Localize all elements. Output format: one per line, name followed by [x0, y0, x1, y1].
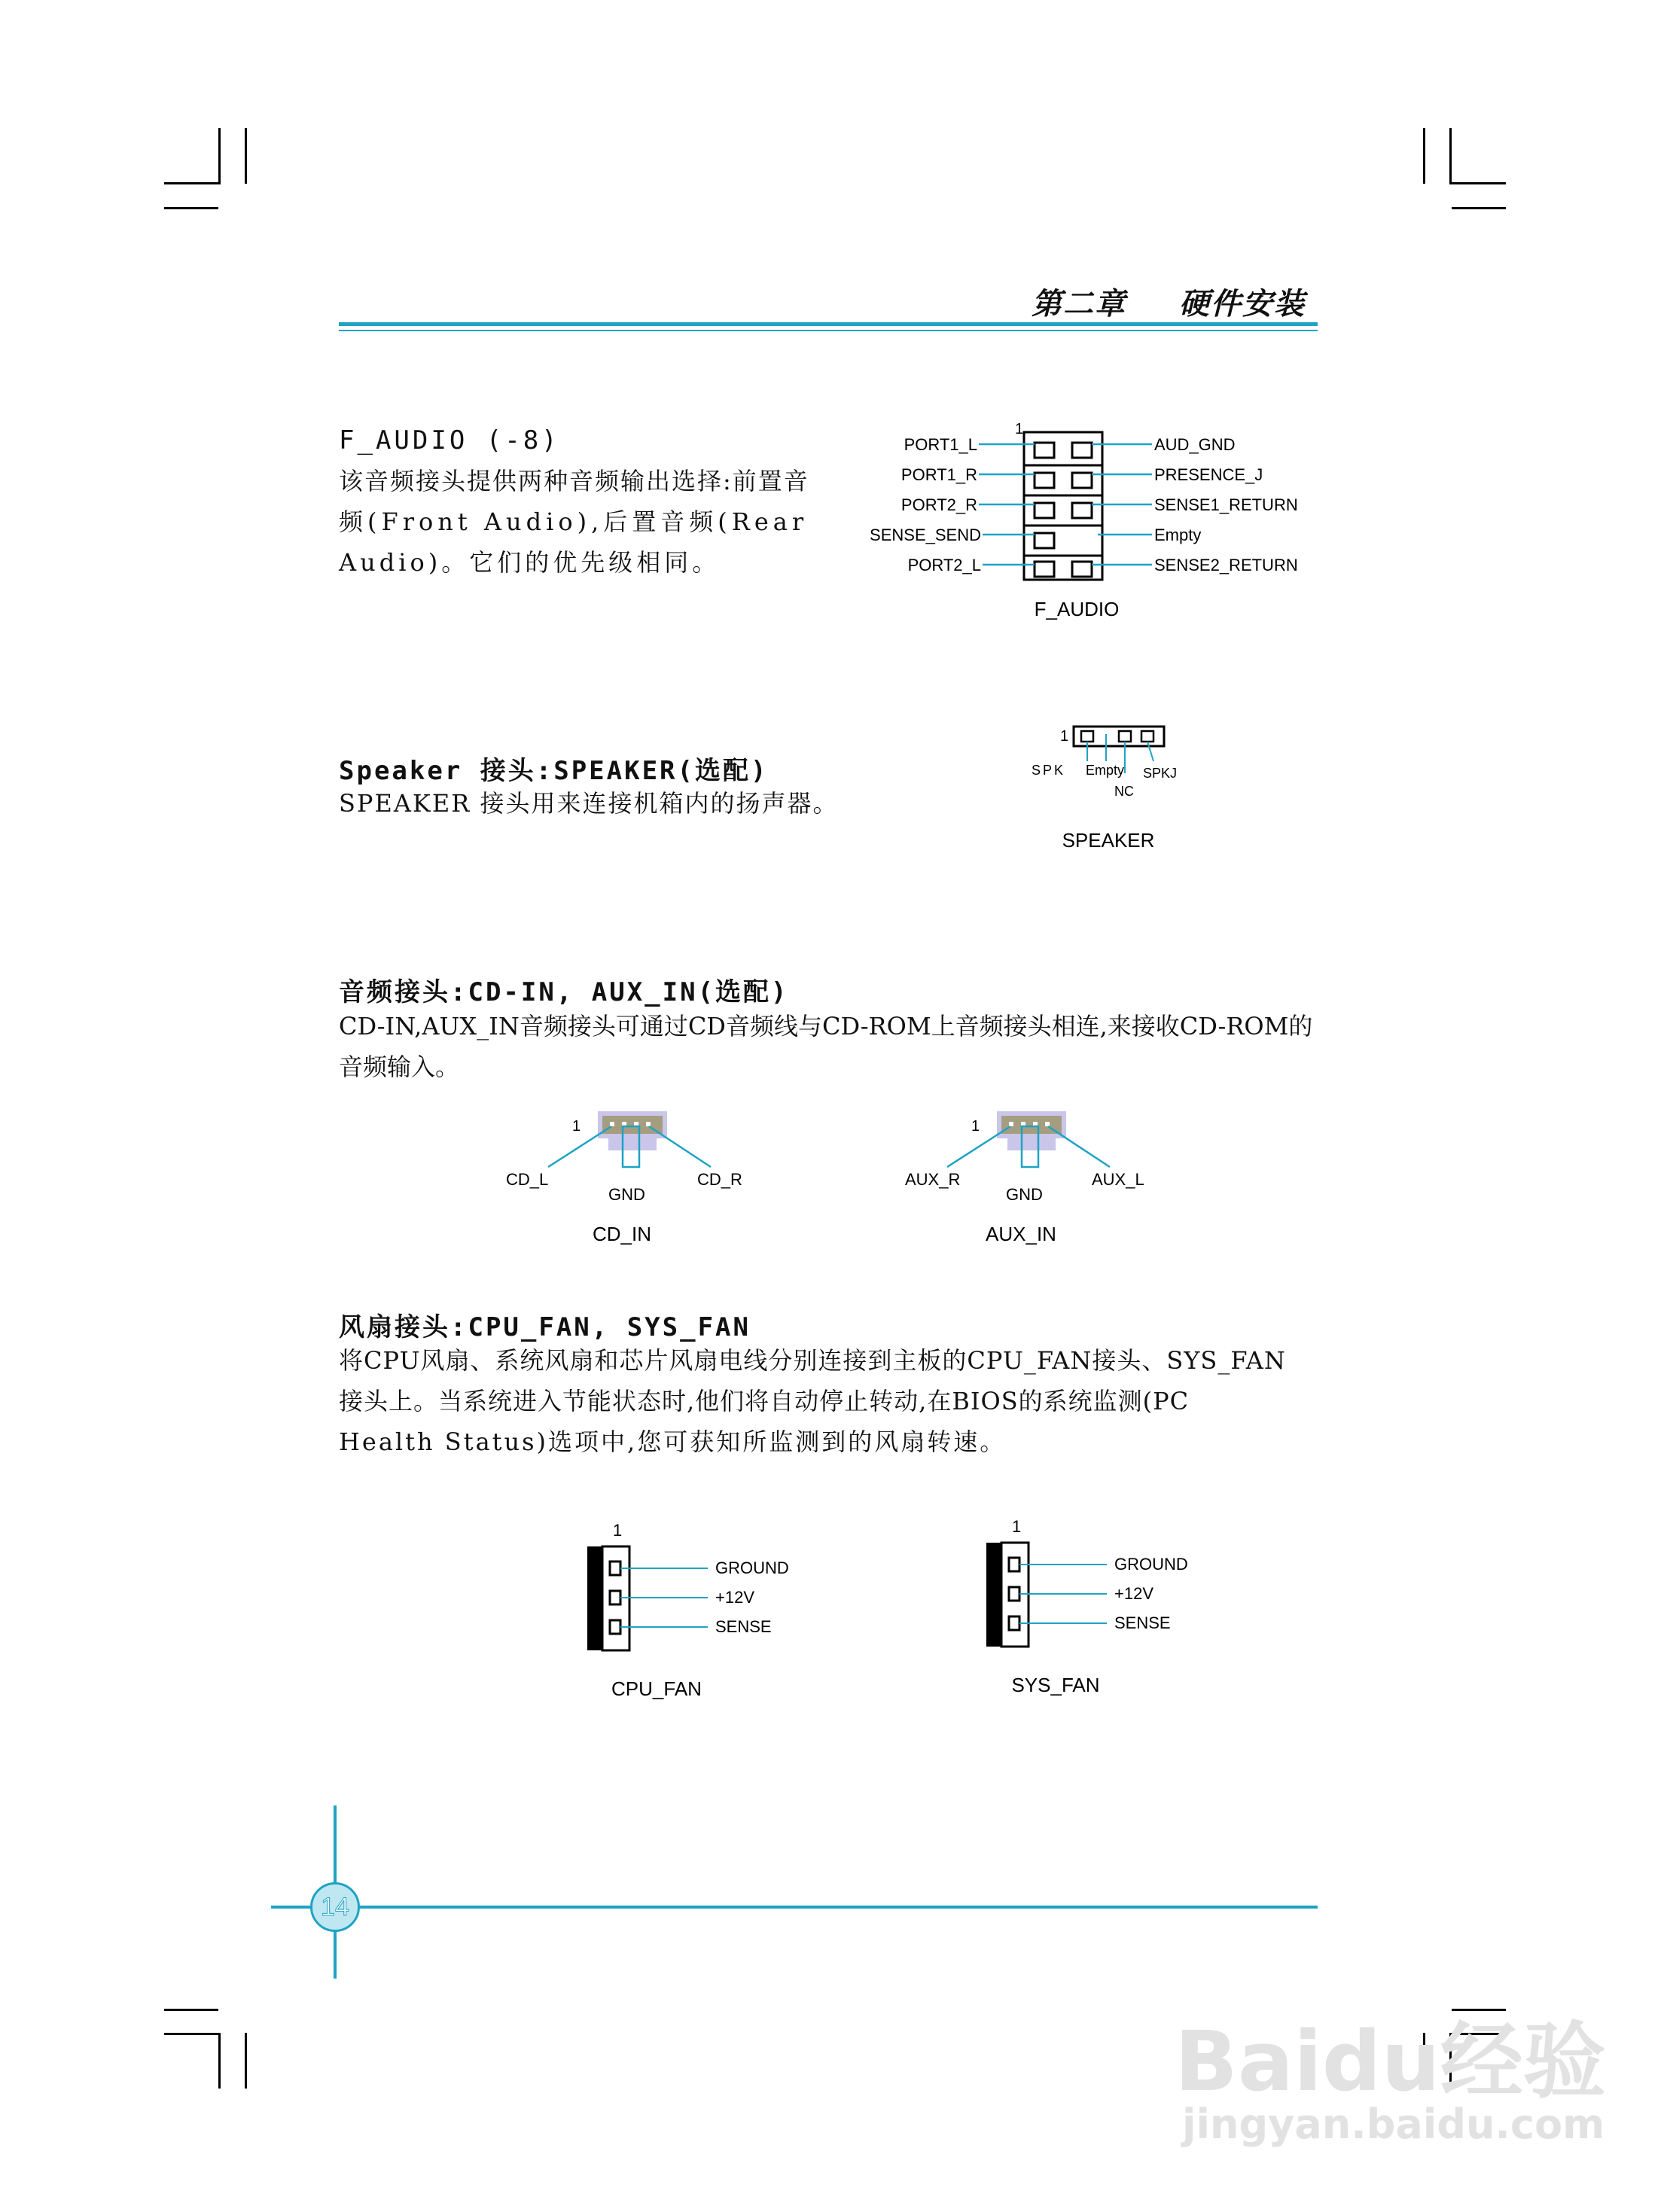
crop-mark	[1423, 128, 1425, 184]
text-line: CD-IN,AUX_IN音频接头可通过CD音频线与CD-ROM上音频接头相连,来接收CD-ROM的	[339, 1012, 1313, 1040]
header-rule	[339, 322, 1318, 326]
text-line: SPEAKER 接头用来连接机箱内的扬声器。	[339, 789, 839, 818]
pin-label: Empty	[1086, 763, 1125, 778]
page-number: 14	[310, 1882, 360, 1932]
header-body	[1024, 432, 1102, 580]
cd-aux-text	[339, 1006, 1333, 1087]
crop-mark	[164, 2033, 221, 2035]
pin-label: +12V	[715, 1588, 754, 1607]
pin-label-right: SENSE2_RETURN	[1154, 556, 1298, 574]
chapter-header	[1032, 280, 1306, 323]
text-line: 音频输入。	[339, 1053, 460, 1081]
text-line: 频(Front Audio),后置音频(Rear	[339, 507, 809, 536]
diagram-caption: CD_IN	[592, 1223, 652, 1245]
watermark-url: jingyan.baidu.com	[1182, 2101, 1605, 2148]
pin-label: NC	[1114, 784, 1134, 799]
crop-mark	[164, 207, 218, 209]
crop-mark	[1449, 128, 1452, 184]
text-line: Health Status)选项中,您可获知所监测到的风扇转速。	[339, 1427, 1007, 1456]
pin-label-left: PORT2_R	[901, 495, 977, 514]
cd-in-diagram	[497, 1107, 753, 1257]
pin-label: SPK	[1032, 763, 1066, 778]
leader-lines	[620, 1568, 708, 1627]
chapter-number: 第二章	[1032, 287, 1126, 321]
pin1-label: 1	[572, 1118, 581, 1135]
connector-outline	[608, 1137, 657, 1150]
f-audio-diagram	[851, 414, 1333, 632]
pin-label: AUX_L	[1092, 1170, 1144, 1189]
crop-mark	[245, 2033, 247, 2089]
pin-label: SENSE	[715, 1617, 772, 1636]
pin-label-right: AUD_GND	[1154, 435, 1236, 454]
diagram-caption: SPEAKER	[1062, 829, 1155, 852]
pin-label: CD_R	[697, 1170, 742, 1189]
pin-label-left: PORT1_R	[901, 465, 977, 484]
chapter-title: 硬件安装	[1179, 287, 1306, 321]
fan-text	[339, 1340, 1333, 1462]
text-line: 接头上。当系统进入节能状态时,他们将自动停止转动,在BIOS的系统监测(PC	[339, 1387, 1190, 1415]
header-shroud	[986, 1543, 1001, 1647]
pin-label: GROUND	[715, 1558, 789, 1577]
pin-label-right: Empty	[1154, 526, 1202, 544]
header-rule-thin	[339, 330, 1318, 331]
diagram-caption: AUX_IN	[986, 1223, 1056, 1245]
pin1-label: 1	[971, 1118, 980, 1135]
crop-mark	[164, 2009, 218, 2011]
speaker-text	[339, 783, 866, 824]
diagram-caption: F_AUDIO	[1034, 598, 1120, 620]
pin-label-left: PORT1_L	[904, 435, 977, 454]
speaker-diagram	[1024, 719, 1220, 862]
speaker-title: Speaker 接头:SPEAKER(选配)	[339, 756, 769, 786]
leader-lines	[1019, 1565, 1107, 1623]
crop-mark	[1452, 207, 1506, 209]
pin-label: GROUND	[1114, 1555, 1188, 1574]
header-shroud	[587, 1546, 602, 1650]
aux-in-diagram	[896, 1107, 1152, 1257]
pin-label: SENSE	[1114, 1613, 1171, 1632]
text-line: 该音频接头提供两种音频输出选择:前置音	[339, 467, 809, 495]
pin-label: +12V	[1114, 1584, 1153, 1603]
pin-label: AUX_R	[905, 1170, 961, 1189]
pin1-label: 1	[613, 1521, 623, 1540]
pin1-label: 1	[1060, 728, 1069, 745]
pin-label-right: SENSE1_RETURN	[1154, 495, 1298, 514]
f-audio-text	[339, 461, 836, 583]
pin-label: GND	[1006, 1185, 1043, 1204]
text-line: Audio)。它们的优先级相同。	[339, 548, 721, 577]
crop-mark	[245, 128, 247, 184]
pin-label-right: PRESENCE_J	[1154, 465, 1263, 484]
pin1-label: 1	[1015, 421, 1024, 437]
cpu-fan-diagram	[572, 1513, 813, 1709]
sys-fan-diagram	[971, 1510, 1212, 1705]
diagram-caption: SYS_FAN	[1011, 1674, 1100, 1696]
text-line: 将CPU风扇、系统风扇和芯片风扇电线分别连接到主板的CPU_FAN接头、SYS_FAN	[339, 1346, 1286, 1375]
f-audio-title: F_AUDIO (-8)	[339, 425, 560, 456]
pin-label: SPKJ	[1143, 766, 1178, 781]
watermark-brand: Baidu经验	[1175, 2013, 1606, 2110]
pin1-label: 1	[1012, 1517, 1022, 1536]
crop-mark	[1449, 182, 1506, 184]
crop-mark	[218, 128, 221, 184]
crop-mark	[164, 182, 221, 184]
diagram-caption: CPU_FAN	[611, 1677, 702, 1700]
cd-aux-title: 音频接头:CD-IN, AUX_IN(选配)	[339, 977, 789, 1007]
footer-rule	[271, 1906, 1318, 1909]
pin-label-left: PORT2_L	[907, 556, 981, 574]
pin-label-left: SENSE_SEND	[870, 526, 981, 544]
pin-label: CD_L	[506, 1170, 549, 1189]
crop-mark	[218, 2033, 221, 2089]
fan-title: 风扇接头:CPU_FAN, SYS_FAN	[339, 1312, 751, 1342]
pin-label: GND	[608, 1185, 645, 1204]
connector-outline	[1007, 1137, 1056, 1150]
